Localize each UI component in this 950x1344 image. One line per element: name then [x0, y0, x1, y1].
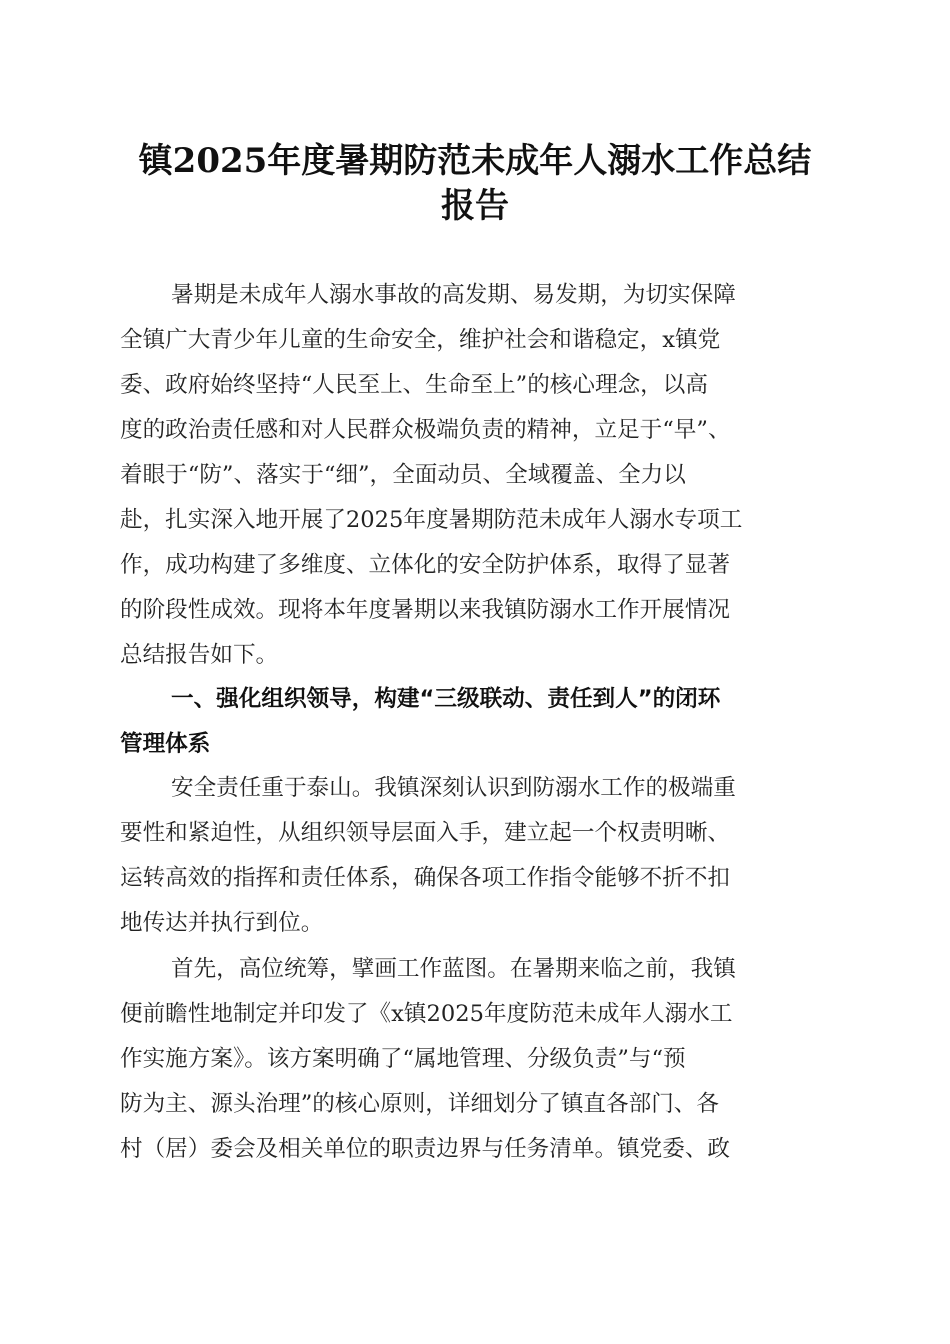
body-text-line: 总结报告如下。 [120, 642, 279, 668]
document-title-line-2: 报告 [441, 186, 509, 226]
body-text-line: 着眼于“防”、落实于“细”，全面动员、全域覆盖、全力以 [120, 462, 686, 488]
body-text-line: 赴，扎实深入地开展了2025年度暑期防范未成年人溺水专项工 [120, 507, 743, 533]
body-text-line: 全镇广大青少年儿童的生命安全，维护社会和谐稳定，x镇党 [120, 327, 721, 353]
body-text-line: 便前瞻性地制定并印发了《x镇2025年度防范未成年人溺水工 [120, 1001, 733, 1027]
body-text-line: 防为主、源头治理”的核心原则，详细划分了镇直各部门、各 [120, 1091, 719, 1117]
section-heading-line-1: 一、强化组织领导，构建“三级联动、责任到人”的闭环 [171, 686, 721, 712]
body-text-line: 暑期是未成年人溺水事故的高发期、易发期，为切实保障 [171, 282, 736, 308]
body-text-line: 要性和紧迫性，从组织领导层面入手，建立起一个权责明晰、 [120, 820, 731, 846]
body-text-line: 地传达并执行到位。 [120, 910, 324, 936]
body-text-line: 村（居）委会及相关单位的职责边界与任务清单。镇党委、政 [120, 1136, 731, 1162]
body-text-line: 委、政府始终坚持“人民至上、生命至上”的核心理念，以高 [120, 372, 708, 398]
body-text-line: 的阶段性成效。现将本年度暑期以来我镇防溺水工作开展情况 [120, 597, 731, 623]
body-text-line: 运转高效的指挥和责任体系，确保各项工作指令能够不折不扣 [120, 865, 731, 891]
body-text-line: 安全责任重于泰山。我镇深刻认识到防溺水工作的极端重 [171, 775, 736, 801]
body-text-line: 作实施方案》。该方案明确了“属地管理、分级负责”与“预 [120, 1046, 686, 1072]
section-heading-line-2: 管理体系 [120, 731, 211, 757]
document-title-line-1: 镇2025年度暑期防范未成年人溺水工作总结 [138, 141, 812, 181]
body-text-line: 首先，高位统筹，擘画工作蓝图。在暑期来临之前，我镇 [171, 956, 736, 982]
body-text-line: 作，成功构建了多维度、立体化的安全防护体系，取得了显著 [120, 552, 731, 578]
body-text-line: 度的政治责任感和对人民群众极端负责的精神，立足于“早”、 [120, 417, 731, 443]
